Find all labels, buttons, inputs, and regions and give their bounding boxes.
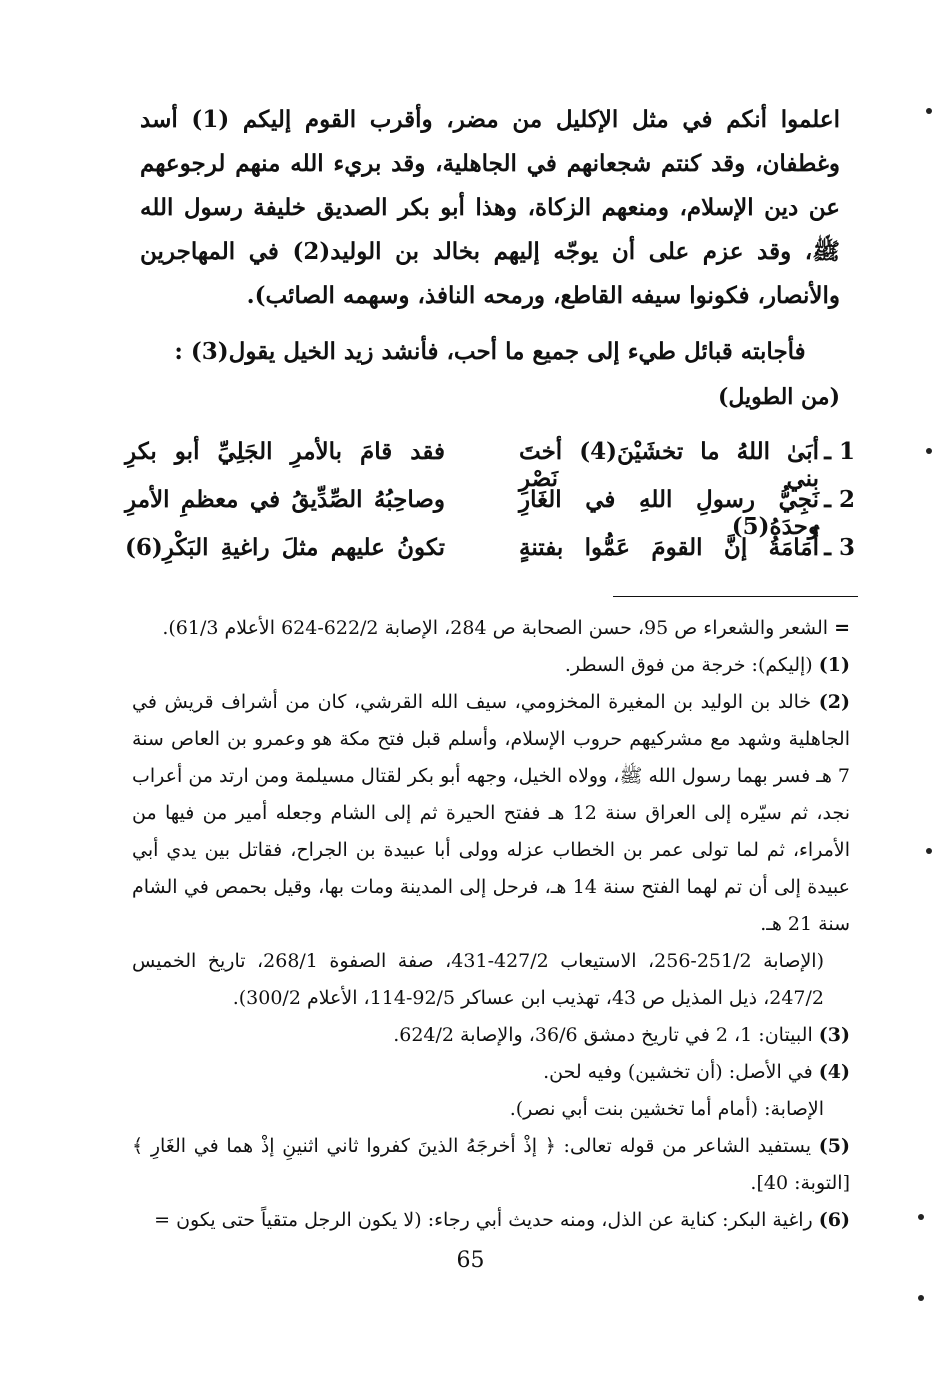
margin-dot (918, 1295, 924, 1301)
verse (125, 432, 855, 492)
verse-number: 1 ـ (824, 438, 855, 465)
poem-meter: (من الطويل) (717, 384, 840, 410)
verse (125, 480, 855, 540)
footnote-text: البيتان: 1، 2 في تاريخ دمشق 36/6، والإصابة 624/2. (393, 1024, 813, 1046)
footnote (132, 1017, 850, 1054)
page-number: 65 (456, 1248, 485, 1273)
paragraph-text: اعلموا أنكم في مثل الإكليل من مضر، وأقرب القوم إليكم (1) أسد وغطفان، وقد كنتم شجعانهم في الجاهلية، وقد بريء الله منهم لرجوعهم عن دين الإسلام، ومنعهم الزكاة، وهذا أبو بكر الصديق خليفة رسول الله ﷺ، وقد عزم على أن يوجّه إليهم بخالد بن الوليد(2) في المهاجرين والأنصار، فكونوا سيفه القاطع، ورمحه النافذ، وسهمه الصائب). (140, 106, 841, 309)
verse-number: 2 ـ (824, 486, 855, 513)
poem (125, 432, 855, 576)
footnote-label: (4) (818, 1061, 850, 1083)
margin-dot (926, 848, 932, 854)
footnote-text: راغية البكر: كناية عن الذل، ومنه حديث أبي رجاء: (لا يكون الرجل متقياً حتى يكون = (154, 1209, 813, 1231)
footnote-text: (إليكم): خرجة من فوق السطر. (564, 654, 813, 676)
footnote (132, 647, 850, 684)
verse-first-hemistich: أُمَامَةُ إنَّ القومَ عَمُّوا بفتنةٍ (519, 534, 819, 561)
footnote (132, 943, 850, 1017)
footnote-label: = (834, 617, 850, 639)
footnote (132, 1091, 850, 1128)
footnote-separator (613, 596, 858, 597)
footnote-label: (2) (818, 691, 850, 713)
footnote-label: (3) (818, 1024, 850, 1046)
footnote-text: الإصابة: (أمام أما تخشين بنت أبي نصر). (509, 1098, 824, 1120)
margin-dot (918, 1214, 924, 1220)
footnote-label: (5) (818, 1135, 850, 1157)
footnote-label: (6) (818, 1209, 850, 1231)
main-paragraph (140, 98, 840, 318)
verse-number: 3 ـ (824, 534, 855, 561)
verse-first-hemistich: نَجِيُّ رسولِ اللهِ في الغَارِ وحدَهُ(5) (519, 486, 819, 540)
verse-second-hemistich: تكونُ عليهم مثلَ راغيةِ البَكْرِ(6) (125, 534, 445, 561)
footnote-text: الشعر والشعراء ص 95، حسن الصحابة ص 284، الإصابة 622/2-624 الأعلام 61/3). (162, 617, 829, 639)
footnote (132, 684, 850, 943)
footnote-text: في الأصل: (أن تخشين) وفيه لحن. (543, 1061, 813, 1083)
margin-dot (926, 108, 932, 114)
verse (125, 528, 855, 576)
footnote (132, 610, 850, 647)
verse-second-hemistich: فقد قامَ بالأمرِ الجَلِيِّ أبو بكرِ (125, 438, 445, 465)
footnote-text: خالد بن الوليد بن المغيرة المخزومي، سيف الله القرشي، كان من أشراف قريش في الجاهلية وشهد مع مشركيهم حروب الإسلام، وأسلم قبل فتح مكة هو وعمرو بن العاص سنة 7 هـ فسر بهما رسول الله ﷺ، وولاه الخيل، وجهه أبو بكر لقتال مسيلمة ومن ارتد من أعراب نجد، ثم سيّره إلى العراق سنة 12 هـ ففتح الحيرة ثم إلى الشام وجعله أمير من فيها من الأمراء، ثم لما تولى عمر بن الخطاب عزله وولى أبا عبيدة بن الجراح، فقاتل بين يدي أبي عبيدة إلى أن تم لهما الفتح سنة 14 هـ، فرحل إلى المدينة ومات بها، وقيل بحمص في الشام سنة 21 هـ. (132, 691, 850, 935)
footnote-text: يستفيد الشاعر من قوله تعالى: ﴿ إذْ أخرجَهُ الذينَ كفروا ثاني اثنينِ إذْ هما في الغَارِ ﴾ [التوبة: 40]. (132, 1135, 850, 1194)
footnote (132, 1054, 850, 1091)
verse-second-hemistich: وصاحِبُهُ الصِّدِّيقُ في معظمِ الأمرِ (125, 486, 445, 513)
footnote-label: (1) (818, 654, 850, 676)
footnote-text: (الإصابة 251/2-256، الاستيعاب 427/2-431، صفة الصفوة 268/1، تاريخ الخميس 247/2، ذيل المذيل ص 43، تهذيب ابن عساكر 92/5-114، الأعلام 300/2). (132, 950, 824, 1009)
verse-first-hemistich: أبَىٰ اللهُ ما تخشَيْنَ(4) أختَ بني نَصْرِ (519, 438, 819, 492)
footnote (132, 1128, 850, 1202)
poem-intro: فأجابته قبائل طيء إلى جميع ما أحب، فأنشد زيد الخيل يقول(3) : (174, 338, 806, 365)
margin-dot (926, 448, 932, 454)
footnotes (132, 610, 850, 1239)
footnote (132, 1202, 850, 1239)
